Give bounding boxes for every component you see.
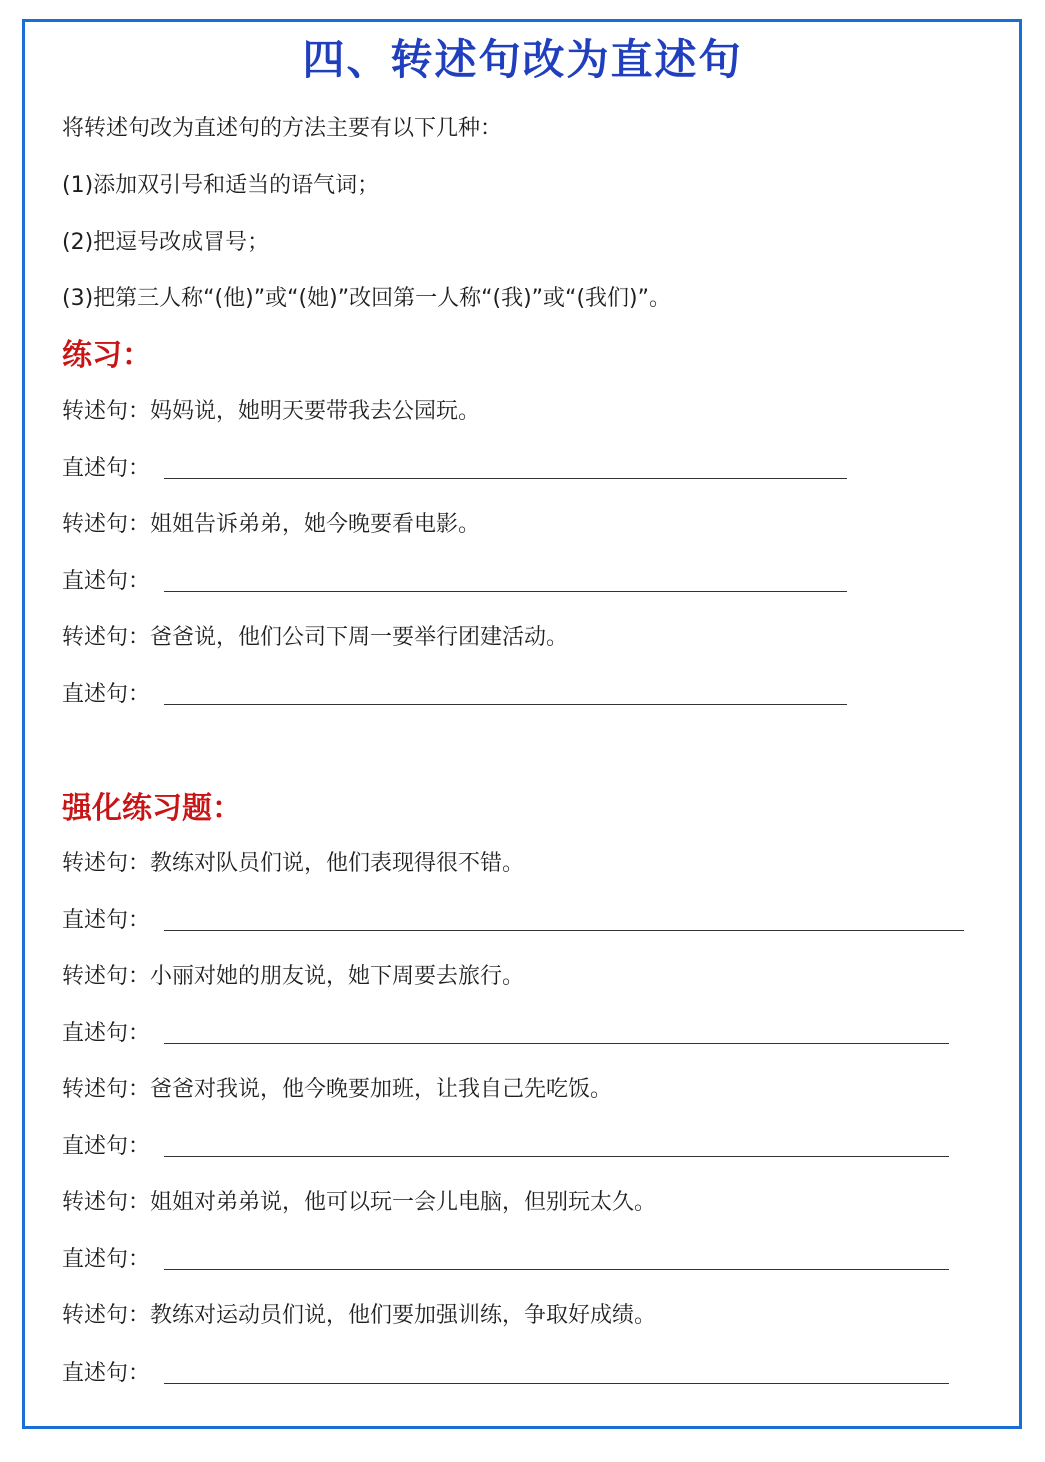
direct-label: 直述句： [62,1021,151,1046]
page-title: 四、转述句改为直述句 [302,35,743,84]
advanced-heading: 强化练习题： [62,791,242,826]
advanced-direct-5[interactable] [62,1358,150,1390]
advanced-indirect-5: 转述句：教练对运动员们说，他们要加强训练，争取好成绩。 [62,1303,657,1328]
answer-line[interactable] [164,478,847,479]
practice-heading: 练习： [62,338,152,373]
answer-line[interactable] [164,704,847,705]
direct-label: 直述句： [62,1247,151,1272]
direct-label: 直述句： [62,682,151,707]
advanced-indirect-1: 转述句：教练对队员们说，他们表现得很不错。 [62,851,525,876]
advanced-direct-4[interactable] [62,1244,150,1276]
direct-label: 直述句： [62,1361,151,1386]
advanced-direct-3[interactable] [62,1131,150,1163]
intro-lead: 将转述句改为直述句的方法主要有以下几种： [62,116,503,141]
answer-line[interactable] [164,1269,949,1270]
practice-indirect-1: 转述句：妈妈说，她明天要带我去公园玩。 [62,399,481,424]
direct-label: 直述句： [62,569,151,594]
method-1: (1)添加双引号和适当的语气词； [62,173,380,198]
advanced-indirect-3: 转述句：爸爸对我说，他今晚要加班，让我自己先吃饭。 [62,1077,613,1102]
direct-label: 直述句： [62,1134,151,1159]
practice-indirect-3: 转述句：爸爸说，他们公司下周一要举行团建活动。 [62,625,569,650]
advanced-indirect-2: 转述句：小丽对她的朋友说，她下周要去旅行。 [62,964,525,989]
direct-label: 直述句： [62,456,151,481]
answer-line[interactable] [164,1156,949,1157]
practice-direct-1[interactable] [62,453,150,485]
practice-direct-2[interactable] [62,566,150,598]
method-2: (2)把逗号改成冒号； [62,230,270,255]
advanced-direct-2[interactable] [62,1018,150,1050]
direct-label: 直述句： [62,908,151,933]
advanced-indirect-4: 转述句：姐姐对弟弟说，他可以玩一会儿电脑，但别玩太久。 [62,1190,657,1215]
advanced-direct-1[interactable] [62,905,150,937]
method-3: (3)把第三人称“(他)”或“(她)”改回第一人称“(我)”或“(我们)”。 [62,286,672,311]
answer-line[interactable] [164,1043,949,1044]
practice-direct-3[interactable] [62,679,150,711]
practice-indirect-2: 转述句：姐姐告诉弟弟，她今晚要看电影。 [62,512,481,537]
answer-line[interactable] [164,1383,949,1384]
answer-line[interactable] [164,591,847,592]
answer-line[interactable] [164,930,964,931]
